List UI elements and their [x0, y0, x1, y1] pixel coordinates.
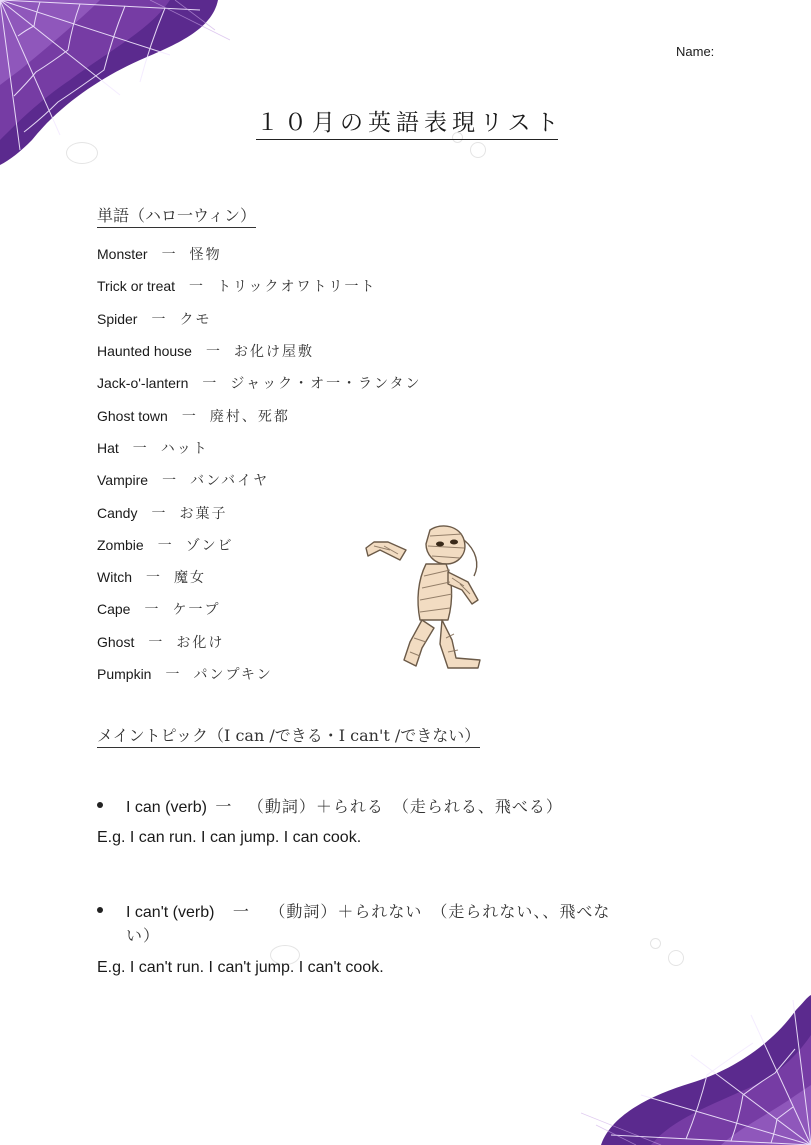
vocab-dash: 一 [151, 310, 166, 327]
bullet-item-cannot [97, 899, 717, 949]
vocab-item [97, 399, 422, 431]
vocab-english: Ghost town [97, 407, 168, 424]
vocab-english: Zombie [97, 536, 144, 553]
vocab-japanese: クモ [179, 311, 212, 328]
cannot-japanese-line2: い） [126, 926, 161, 945]
vocab-japanese: ゾンビ [185, 537, 234, 554]
vocab-dash: 一 [146, 569, 160, 586]
can-dash: 一 [215, 799, 232, 816]
vocab-item [97, 335, 422, 367]
vocab-dash: 一 [144, 601, 159, 618]
vocab-japanese: お菓子 [179, 505, 228, 522]
can-japanese: （動詞）＋られる （走られる、飛べる） [247, 797, 563, 816]
vocab-dash: 一 [151, 504, 166, 521]
decorative-bubble [470, 142, 486, 158]
vocab-item [97, 238, 422, 270]
vocab-dash: 一 [189, 278, 204, 295]
vocab-dash: 一 [157, 536, 172, 553]
vocab-japanese: お化け [176, 634, 225, 651]
vocab-english: Ghost [97, 633, 135, 650]
vocab-japanese: パンプキン [193, 667, 273, 683]
mummy-illustration [360, 520, 490, 680]
cannot-japanese-line1: （動詞）＋られない （走られない、、飛べな [269, 902, 611, 921]
can-label: I can (verb) [126, 799, 207, 816]
vocab-japanese: お化け屋敷 [233, 344, 314, 361]
vocab-japanese: トリックオワトリ一ト [217, 279, 377, 296]
cannot-label: I can't (verb) [126, 904, 215, 921]
vocab-english: Jack-o'-lantern [97, 375, 189, 392]
decorative-bubble [66, 142, 98, 164]
vocab-english: Pumpkin [97, 666, 152, 682]
vocab-dash: 一 [181, 407, 196, 424]
vocab-dash: 一 [132, 439, 147, 456]
vocab-english: Monster [97, 246, 148, 263]
vocab-english: Hat [97, 439, 119, 456]
vocab-english: Vampire [97, 472, 149, 489]
vocab-japanese: 魔女 [174, 570, 206, 587]
bullet-item-can [97, 794, 697, 816]
vocab-english: Witch [97, 569, 132, 586]
vocab-english: Cape [97, 601, 131, 618]
cannot-example: E.g. I can't run. I can't jump. I can't cook. [97, 959, 384, 976]
vocab-japanese: ジャック・オ一・ランタン [230, 376, 422, 393]
vocab-item [97, 303, 422, 335]
bullet-text [126, 899, 610, 922]
vocab-heading: 単語（ハロ一ウィン） [97, 203, 256, 228]
spider-web-corner-top-left [0, 0, 230, 165]
vocab-english: Candy [97, 504, 138, 521]
vocab-item [97, 432, 422, 464]
vocab-dash: 一 [165, 666, 180, 682]
vocab-item [97, 270, 422, 302]
vocab-japanese: バンバイヤ [190, 473, 270, 490]
vocab-english: Trick or treat [97, 278, 176, 295]
vocab-dash: 一 [162, 472, 177, 489]
spider-web-corner-bottom-right [581, 995, 811, 1145]
bullet-dot [97, 802, 103, 808]
vocab-japanese: ハット [160, 440, 209, 457]
vocab-item [97, 367, 422, 399]
vocab-dash: 一 [161, 246, 176, 263]
cannot-dash: 一 [232, 904, 249, 921]
bullet-dot [97, 907, 103, 913]
vocab-english: Spider [97, 310, 138, 327]
vocab-japanese: 怪物 [189, 247, 222, 264]
vocab-japanese: 廃村、死都 [209, 408, 290, 425]
vocab-dash: 一 [202, 375, 217, 392]
main-topic-heading: メイントピック（I can /できる・I can't /できない） [97, 723, 480, 748]
vocab-item [97, 464, 422, 496]
bullet-text [126, 794, 563, 817]
vocab-japanese: ケ一プ [172, 602, 221, 619]
vocab-english: Haunted house [97, 343, 192, 360]
vocab-dash: 一 [148, 633, 163, 650]
decorative-bubble [668, 950, 684, 966]
page-title: １０月の英語表現リスト [256, 104, 558, 140]
can-example: E.g. I can run. I can jump. I can cook. [97, 829, 362, 846]
name-label: Name: [676, 44, 715, 59]
vocab-dash: 一 [205, 343, 220, 360]
